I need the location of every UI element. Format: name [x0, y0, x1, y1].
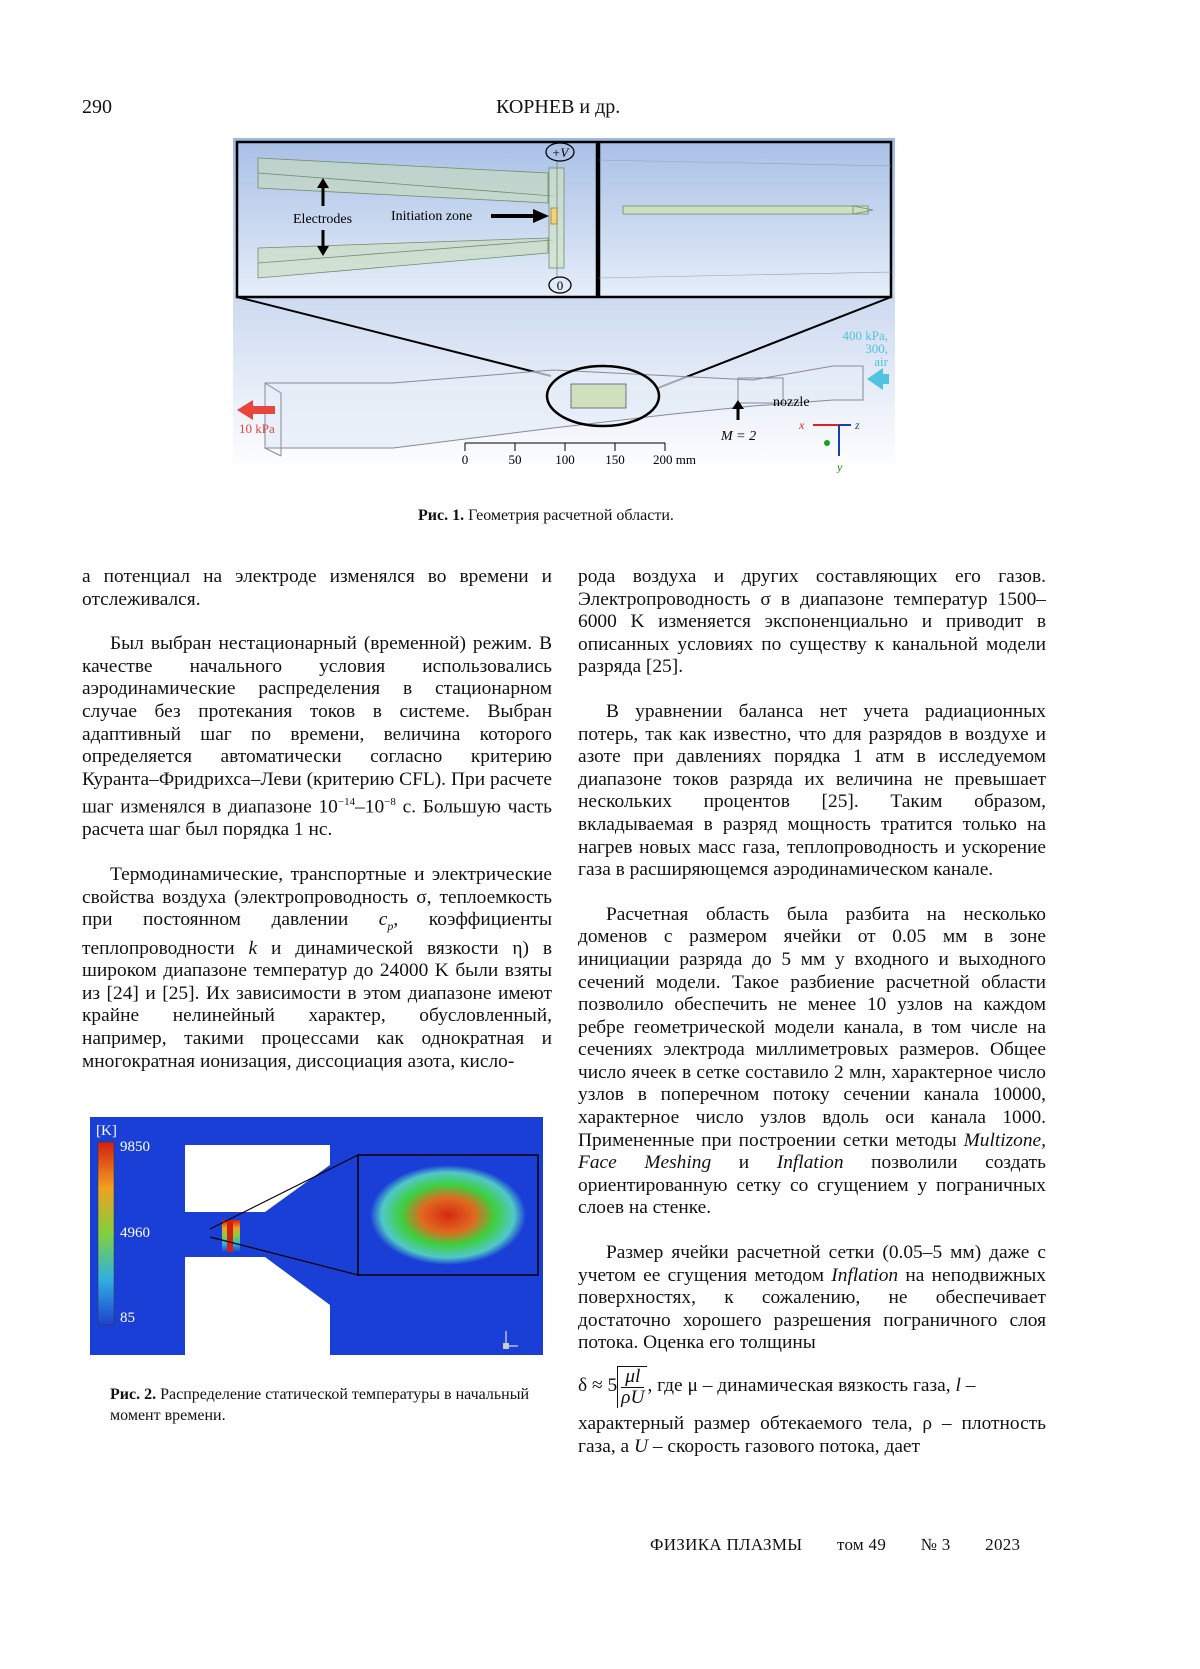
- paragraph: Расчетная область была разбита на несколько доменов с размером ячейки от 0.05 мм в зоне инициации разряда до 5 мм у входного и выходного сечений модели. Такое разбиение расчетной области позволило обеспечить не менее 10 узлов на каждом ребре геометрической модели канала, в том числе на сечениях электрода миллиметровых размеров. Общее число ячеек в сетке составило 2 млн, характерное число узлов в поперечном потоку сечении канала 10000, характерное число узлов вдоль оси канала 1000. Примененные при построении сетки методы Multizone, Face Meshing и Inflation позволили создать ориентированную сетку со сгущением у пограничных слоев на стенке.: [578, 904, 1046, 1220]
- channel-electrode: [623, 206, 868, 214]
- paragraph: Размер ячейки расчетной сетки (0.05–5 мм) даже с учетом ее сгущения методом Inflation на неподвижных поверхностях, к сожалению, не обеспечивает достаточно хорошего разрешения пограничного слоя потока. Оценка его толщины: [578, 1242, 1046, 1355]
- initiation-zone-marker: [551, 208, 557, 224]
- boundary-layer-formula: δ ≈ 5 μl ρU , где μ – динамическая вязкость газа, l –: [578, 1363, 1046, 1409]
- electrodes-label: Electrodes: [293, 212, 352, 227]
- scale-tick-100: 100: [555, 452, 575, 467]
- initiation-zone-label: Initiation zone: [391, 209, 472, 224]
- running-title: КОРНЕВ и др.: [496, 96, 620, 119]
- paragraph: Термодинамические, транспортные и электрические свойства воздуха (электропроводность σ, теплоемкость при постоянном давлении cp, коэффициенты теплопроводности k и динамической вязкости η) в широком диапазоне температур до 24000 K были взяты из [24] и [25]. Их зависимости в этом диапазоне имеют крайне нелинейный характер, обусловленный, например, такими процессами как однократная и многократная ионизация, диссоциация азота, кисло-: [82, 864, 552, 1073]
- figure-1-geometry: [233, 138, 895, 473]
- paragraph: В уравнении баланса нет учета радиационных потерь, так как известно, что для разрядов в воздухе и азоте при давлениях порядка 1 атм в исследуемом диапазоне токов разряда их величина не превышает нескольких процентов [25]. Таким образом, вкладываемая в разряд мощность тратится только на нагрев новых масс газа, теплопроводность и ускорение газа в расширяющемся аэродинамическом канале.: [578, 701, 1046, 882]
- inlet-label-line2: 300,: [865, 341, 888, 356]
- journal-volume: том 49: [837, 1535, 886, 1554]
- scale-tick-0: 0: [462, 452, 469, 467]
- inlet-label-line3: air: [874, 354, 888, 369]
- journal-year: 2023: [985, 1535, 1020, 1554]
- journal-footer: [650, 1535, 1050, 1555]
- origin-marker: [824, 440, 830, 446]
- colorbar-max: 9850: [120, 1139, 150, 1155]
- axis-z-label: z: [854, 418, 860, 432]
- paragraph: рода воздуха и других составляющих его газов. Электропроводность σ в диапазоне температур 1500–6000 K изменяется экспоненциально и приводит в описанных условиях по существу к канальной модели разряда [25].: [578, 566, 1046, 679]
- figure-2-caption: [110, 1384, 550, 1426]
- figure-1-caption-text: Геометрия расчетной области.: [468, 507, 674, 524]
- zero-label: 0: [557, 278, 564, 293]
- inlet-label-line1: 400 kPa,: [843, 328, 889, 343]
- scale-tick-200: 200 mm: [653, 452, 696, 467]
- paragraph: а потенциал на электроде изменялся во времени и отслеживался.: [82, 566, 552, 611]
- plus-v-label: +V: [552, 145, 571, 160]
- page-number: 290: [82, 96, 112, 119]
- colorbar-mid: 4960: [120, 1225, 150, 1241]
- paragraph: Был выбран нестационарный (временной) режим. В качестве начального условия использовались аэродинамические распределения в стационарном случае без протекания токов в системе. Выбран адаптивный шаг по времени, величина которого определяется автоматически согласно критерию Куранта–Фридрихса–Леви (критерию CFL). При расчете шаг изменялся в диапазоне 10−14–10−8 с. Большую часть расчета шаг был порядка 1 нс.: [82, 633, 552, 842]
- colorbar-min: 85: [120, 1310, 135, 1326]
- electrode-assembly: [571, 384, 626, 408]
- nozzle-label: nozzle: [773, 395, 810, 410]
- paragraph: характерный размер обтекаемого тела, ρ – плотность газа, а U – скорость газового потока, дает: [578, 1413, 1046, 1458]
- axis-y-label: y: [836, 460, 843, 473]
- scale-tick-50: 50: [509, 452, 522, 467]
- left-column: [82, 566, 552, 1095]
- scale-tick-150: 150: [605, 452, 625, 467]
- figure-1-caption: [418, 505, 674, 526]
- journal-name: ФИЗИКА ПЛАЗМЫ: [650, 1535, 802, 1554]
- figure-2-caption-text: Распределение статической температуры в начальный момент времени.: [110, 1386, 529, 1424]
- figure-2-caption-label: Рис. 2.: [110, 1386, 156, 1403]
- mach-label: M = 2: [720, 429, 756, 444]
- zoomed-hotspot: [370, 1165, 526, 1265]
- right-column: [578, 566, 1046, 1480]
- axis-x-label: x: [798, 418, 805, 432]
- colorbar: [98, 1142, 114, 1325]
- figure-1-caption-label: Рис. 1.: [418, 507, 464, 524]
- colorbar-unit: [K]: [96, 1123, 117, 1139]
- figure-2-temperature-map: [90, 1117, 543, 1355]
- outlet-pressure-label: 10 kPa: [239, 421, 275, 436]
- journal-issue: № 3: [921, 1535, 951, 1554]
